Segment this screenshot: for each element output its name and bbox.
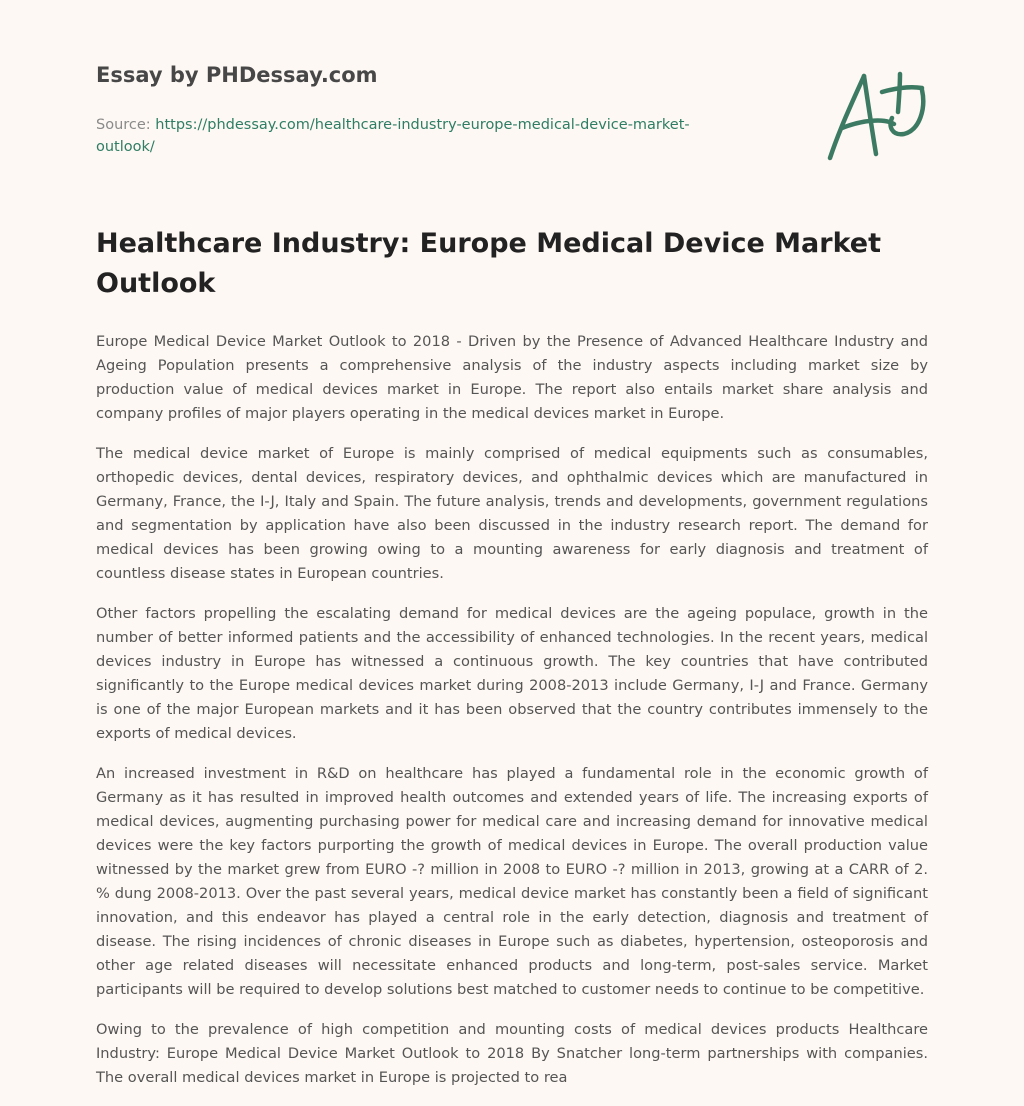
site-brand: Essay by PHDessay.com: [96, 63, 378, 87]
article-paragraph: Europe Medical Device Market Outlook to 2018 - Driven by the Presence of Advanced Healthcare Industry and Ageing Population presents a comprehensive analysis of the industry aspects including market size by production value of medical devices market in Europe. The report also entails market share analysis and company profiles of major players operating in the medical devices market in Europe.: [96, 333, 928, 422]
article: [96, 224, 928, 1106]
article-paragraph: The medical device market of Europe is mainly comprised of medical equipments such as consumables, orthopedic devices, dental devices, respiratory devices, and ophthalmic devices which are manufactured in Germany, France, the I-J, Italy and Spain. The future analysis, trends and developments, government regulations and segmentation by application have also been discussed in the industry research report. The demand for medical devices has been growing owing to a mounting awareness for early diagnosis and treatment of countless disease states in European countries.: [96, 445, 928, 582]
source-link[interactable]: https://phdessay.com/healthcare-industry-europe-medical-device-market-outlook/: [96, 117, 690, 155]
article-title: Healthcare Industry: Europe Medical Device Market Outlook: [96, 228, 882, 299]
page-header: [96, 60, 716, 158]
source-line: [96, 114, 716, 158]
article-paragraph: Owing to the prevalence of high competition and mounting costs of medical devices products Healthcare Industry: Europe Medical Device Market Outlook to 2018 By Snatcher long-term partnerships with companies. The overall medical devices market in Europe is projected to rea: [96, 1021, 928, 1086]
source-label: Source:: [96, 117, 151, 133]
article-paragraph: Other factors propelling the escalating demand for medical devices are the ageing populace, growth in the number of better informed patients and the accessibility of enhanced technologies. In the recent years, medical devices industry in Europe has witnessed a continuous growth. The key countries that have contributed significantly to the Europe medical devices market during 2008-2013 include Germany, I-J and France. Germany is one of the major European markets and it has been observed that the country contributes immensely to the exports of medical devices.: [96, 605, 928, 742]
a-plus-grade-icon: [822, 68, 928, 164]
article-paragraph: An increased investment in R&D on healthcare has played a fundamental role in the economic growth of Germany as it has resulted in improved health outcomes and extended years of life. The increasing exports of medical devices, augmenting purchasing power for medical care and increasing demand for innovative medical devices were the key factors purporting the growth of medical devices in Europe. The overall production value witnessed by the market grew from EURO -? million in 2008 to EURO -? million in 2013, growing at a CARR of 2. % dung 2008-2013. Over the past several years, medical device market has constantly been a field of significant innovation, and this endeavor has played a central role in the early detection, diagnosis and treatment of disease. The rising incidences of chronic diseases in Europe such as diabetes, hypertension, osteoporosis and other age related diseases will necessitate enhanced products and long-term, post-sales service. Market participants will be required to develop solutions best matched to customer needs to continue to be competitive.: [96, 765, 928, 998]
